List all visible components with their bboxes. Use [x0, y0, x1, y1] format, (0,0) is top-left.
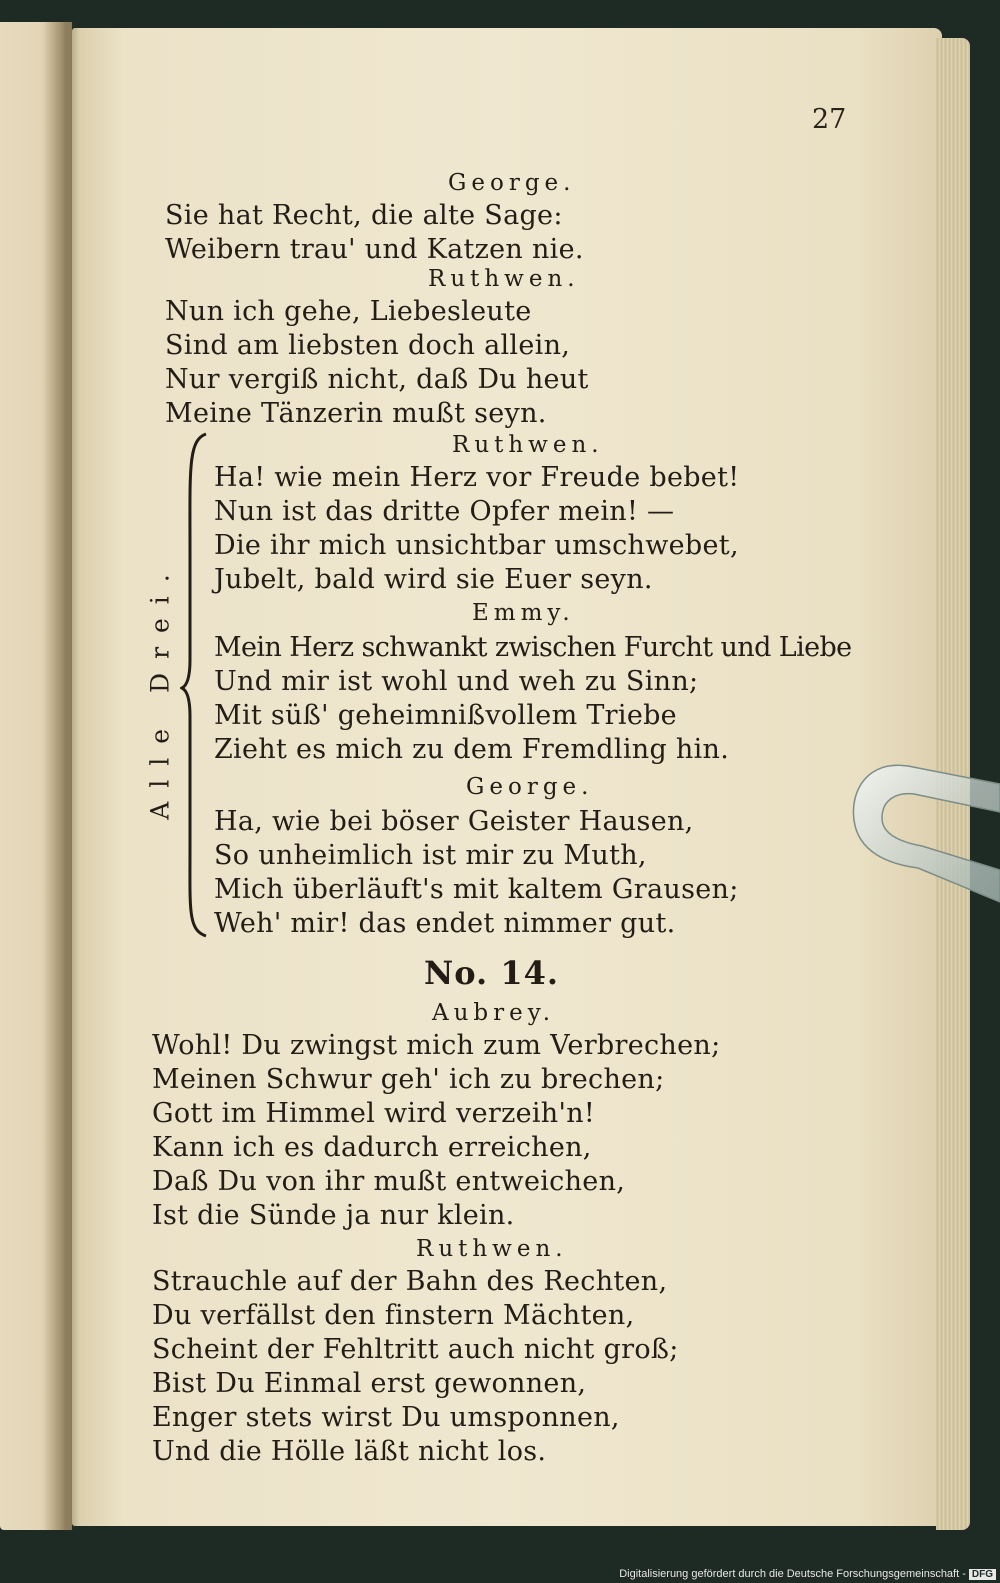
verse-line: Mich überläuft's mit kaltem Grausen; — [214, 874, 739, 905]
speaker-george-2: George. — [466, 774, 594, 800]
book-gutter — [44, 22, 80, 1530]
verse-line: Ha, wie bei böser Geister Hausen, — [214, 806, 694, 837]
verse-line: Mein Herz schwankt zwischen Furcht und Liebe — [214, 632, 852, 663]
speaker-ruthwen-2: Ruthwen. — [452, 432, 604, 458]
verse-line: Scheint der Fehltritt auch nicht groß; — [152, 1334, 679, 1365]
verse-line: Enger stets wirst Du umsponnen, — [152, 1402, 620, 1433]
verse-line: Nun ich gehe, Liebesleute — [165, 296, 532, 327]
ensemble-brace — [180, 430, 210, 940]
speaker-aubrey: Aubrey. — [432, 1000, 556, 1026]
speaker-george-1: George. — [448, 170, 576, 196]
footer-credit: Digitalisierung gefördert durch die Deutsche Forschungsgemeinschaft - DFG — [619, 1568, 996, 1580]
verse-line: Und mir ist wohl und weh zu Sinn; — [214, 666, 699, 697]
verse-line: Strauchle auf der Bahn des Rechten, — [152, 1266, 668, 1297]
verse-line: Wohl! Du zwingst mich zum Verbrechen; — [152, 1030, 721, 1061]
verse-line: Kann ich es dadurch erreichen, — [152, 1132, 592, 1163]
verse-line: Die ihr mich unsichtbar umschwebet, — [214, 530, 739, 561]
page-clip — [848, 760, 1000, 910]
verse-line: Gott im Himmel wird verzeih'n! — [152, 1098, 596, 1129]
verse-line: Sind am liebsten doch allein, — [165, 330, 571, 361]
verse-line: Mit süß' geheimnißvollem Triebe — [214, 700, 677, 731]
speaker-ruthwen-3: Ruthwen. — [416, 1236, 568, 1262]
verse-line: Ist die Sünde ja nur klein. — [152, 1200, 515, 1231]
verse-line: Meinen Schwur geh' ich zu brechen; — [152, 1064, 665, 1095]
dfg-logo: DFG — [969, 1569, 996, 1580]
page-number: 27 — [812, 104, 847, 135]
ensemble-side-label: Alle Drei. — [145, 560, 175, 820]
verse-line: Du verfällst den finstern Mächten, — [152, 1300, 635, 1331]
verse-line: Meine Tänzerin mußt seyn. — [165, 398, 547, 429]
verse-line: Weh' mir! das endet nimmer gut. — [214, 908, 676, 939]
verse-line: Ha! wie mein Herz vor Freude bebet! — [214, 462, 740, 493]
verse-line: Und die Hölle läßt nicht los. — [152, 1436, 547, 1467]
verse-line: Jubelt, bald wird sie Euer seyn. — [214, 564, 653, 595]
verse-line: Bist Du Einmal erst gewonnen, — [152, 1368, 587, 1399]
verse-line: Nun ist das dritte Opfer mein! — — [214, 496, 675, 527]
verse-line: Nur vergiß nicht, daß Du heut — [165, 364, 589, 395]
verse-line: Daß Du von ihr mußt entweichen, — [152, 1166, 626, 1197]
verse-line: Sie hat Recht, die alte Sage: — [165, 200, 563, 231]
verse-line: Zieht es mich zu dem Fremdling hin. — [214, 734, 730, 765]
speaker-ruthwen-1: Ruthwen. — [428, 266, 580, 292]
verse-line: So unheimlich ist mir zu Muth, — [214, 840, 647, 871]
speaker-emmy: Emmy. — [472, 600, 575, 626]
verse-line: Weibern trau' und Katzen nie. — [165, 234, 584, 265]
number-heading: No. 14. — [424, 954, 559, 992]
